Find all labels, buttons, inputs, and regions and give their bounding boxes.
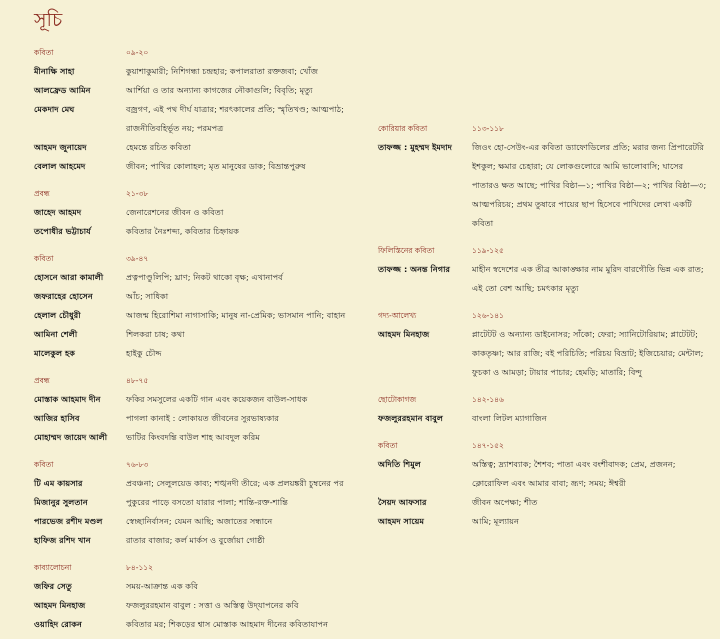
author-cell bbox=[34, 612, 126, 631]
category-label: প্রবন্ধ bbox=[34, 189, 50, 198]
works-list: ভাটির কিংবদন্তি বাউল শাহ আবদুল করিম bbox=[126, 432, 260, 442]
author-cell bbox=[378, 322, 472, 341]
works-cell bbox=[472, 135, 708, 230]
category-label: কোরিয়ার কবিতা bbox=[378, 124, 428, 133]
range-cell bbox=[472, 116, 708, 135]
works-list: রাতার বাজার; কর্ল মার্কস ও বুর্জোয়া গোষ্ঠী bbox=[126, 535, 265, 545]
works-list: স্বেচ্ছানির্বাসন; যেমন আছি; অজাতের সন্ধানে bbox=[126, 516, 273, 526]
author-cell bbox=[34, 425, 126, 444]
toc-entry bbox=[378, 490, 708, 509]
works-cell bbox=[126, 612, 364, 631]
toc-entry bbox=[34, 612, 364, 631]
page-range: ১৪৭-১৫২ bbox=[472, 441, 504, 450]
works-cell bbox=[126, 284, 364, 303]
page-range: ১২৬-১৪১ bbox=[472, 311, 504, 320]
works-list: প্রবঞ্চনা; সেলুলয়েড কাব্য; শঙ্খনদী তীরে; এক প্রলয়ঙ্করী চুম্বনের পর bbox=[126, 478, 344, 488]
author-cell bbox=[378, 135, 472, 154]
works-cell bbox=[126, 406, 364, 425]
toc-section bbox=[34, 181, 364, 238]
works-list: প্লাটেটট ও অন্যান্য ডাইনোসর; সাঁকো; ফেরা; স্যানিটোরিয়াম; প্লাটেটট; কাকতৃষ্ণা; আর রাজি; বই পরিচিতি; পরিচয় বিভ্রাট; ইজিচেয়ার; মেন্টাল; ফুচকা ও আমড়া; টায়ার পাচার; হেমড়ি; মাতারি; বিন্দু bbox=[472, 329, 704, 377]
works-cell bbox=[126, 471, 364, 490]
toc-section bbox=[378, 238, 708, 295]
author-name: আজির হাসিব bbox=[34, 413, 80, 423]
page-range: ১১৯-১২৫ bbox=[472, 246, 504, 255]
author-cell bbox=[34, 135, 126, 154]
category-label: কবিতা bbox=[34, 254, 54, 263]
toc-entry bbox=[34, 97, 364, 135]
toc-entry bbox=[34, 593, 364, 612]
toc-section bbox=[378, 387, 708, 425]
works-list: আমি; মূল্যায়ন bbox=[472, 516, 519, 526]
page-range: ০৯-২০ bbox=[126, 48, 149, 57]
works-list: কুয়াশাকুমারী; নিশিগন্ধা চন্দ্রহার; কপালরাতা রক্তজবা; খোঁজ bbox=[126, 66, 319, 76]
works-cell bbox=[472, 322, 708, 379]
works-list: হাইকু চৌদ্দ bbox=[126, 348, 162, 358]
works-cell bbox=[126, 593, 364, 612]
works-cell bbox=[126, 490, 364, 509]
works-cell bbox=[126, 97, 364, 135]
works-list: শিলকরা চাষ; কথা bbox=[126, 329, 185, 339]
author-name: মিজানুর সুলতান bbox=[34, 497, 88, 507]
author-cell bbox=[34, 341, 126, 360]
works-list: কবিতার নৈঃশব্দ্য, কবিতার চিহ্নায়ক bbox=[126, 226, 240, 236]
category-cell bbox=[34, 368, 126, 387]
toc-entry bbox=[34, 219, 364, 238]
toc-entry bbox=[34, 265, 364, 284]
author-name: আমিনা শেলী bbox=[34, 329, 78, 339]
author-name: আহমদ সায়েম bbox=[378, 516, 424, 526]
author-cell bbox=[34, 59, 126, 78]
author-name: জাহেদ আহমদ bbox=[34, 207, 82, 217]
category-label: কবিতা bbox=[34, 48, 54, 57]
range-cell bbox=[472, 387, 708, 406]
author-cell bbox=[34, 490, 126, 509]
toc-entry bbox=[34, 528, 364, 547]
author-name: মোস্তাক আহমাদ দীন bbox=[34, 394, 101, 404]
author-name: তাফজ্জ : অনন্ত নিগার bbox=[378, 264, 451, 274]
works-list: সময়-আক্রান্ত এক কবি bbox=[126, 581, 198, 591]
author-name: জফির সেতু bbox=[34, 581, 72, 591]
author-name: তাফজ্জ : মুহম্মদ ইমদাদ bbox=[378, 142, 452, 152]
author-name: হেলাল চৌধুরী bbox=[34, 310, 81, 320]
author-cell bbox=[34, 303, 126, 322]
works-list: ফজলুররহমান বাবুল : সত্তা ও অস্তিত্ব উদ্‌যাপনের কবি bbox=[126, 600, 299, 610]
author-cell bbox=[34, 97, 126, 116]
range-cell bbox=[126, 246, 364, 265]
toc-section bbox=[378, 303, 708, 379]
range-cell bbox=[472, 433, 708, 452]
works-list: বাংলা লিটল ম্যাগাজিন bbox=[472, 413, 547, 423]
range-cell bbox=[472, 238, 708, 257]
author-name: জফরাহের হোসেন bbox=[34, 291, 93, 301]
category-label: ফিলিস্তিনের কবিতা bbox=[378, 246, 435, 255]
toc-entry bbox=[34, 284, 364, 303]
works-list: বজ্রগণ, এই পথ দীর্ঘ যাত্রার; শরৎকালের প্রতি; স্মৃতিখণ্ড; আত্মপাঠ; রাজনীতিবহির্ভূত নয়; পরমপত্র bbox=[126, 104, 344, 133]
section-header bbox=[34, 452, 364, 471]
works-cell bbox=[126, 154, 364, 173]
works-cell bbox=[126, 303, 364, 322]
section-header bbox=[378, 303, 708, 322]
author-name: মেকদাদ মেঘ bbox=[34, 104, 75, 114]
works-cell bbox=[472, 257, 708, 295]
author-name: আলফ্রেড আমিন bbox=[34, 85, 91, 95]
author-cell bbox=[34, 574, 126, 593]
toc-section bbox=[34, 40, 364, 173]
range-cell bbox=[126, 368, 364, 387]
category-label: প্রবন্ধ bbox=[34, 376, 50, 385]
toc-entry bbox=[378, 452, 708, 490]
author-name: হোসনে আরা কামালী bbox=[34, 272, 104, 282]
toc-entry bbox=[34, 303, 364, 322]
section-header bbox=[378, 238, 708, 257]
page-range: ২১-৩৮ bbox=[126, 189, 149, 198]
author-cell bbox=[378, 257, 472, 276]
author-name: বেলাল আহমেদ bbox=[34, 161, 86, 171]
author-cell bbox=[378, 490, 472, 509]
works-list: মাহীন স্বদেশের এক তীব্র আকাঙ্ক্ষার নাম মুরিদ বারগৌতি ভিন্ন এক রাত; এই তো বেশ আছি; চমৎকার মৃত্যু bbox=[472, 264, 704, 293]
toc-entry bbox=[378, 135, 708, 230]
section-header bbox=[378, 116, 708, 135]
author-name: আহমদ মিনহাজ bbox=[378, 329, 430, 339]
section-header bbox=[34, 181, 364, 200]
works-cell bbox=[126, 265, 364, 284]
author-name: অদিতি শিমুল bbox=[378, 459, 421, 469]
author-name: আহমদ জুনায়েদ bbox=[34, 142, 87, 152]
section-header bbox=[34, 40, 364, 59]
page-range: ৪৮-৭৫ bbox=[126, 376, 149, 385]
toc-section bbox=[34, 368, 364, 444]
works-list: আজন্ম হিরোশিমা নাগাসাকি; মানুষ না-প্রেমিক; ভাসমান পানি; বাহান bbox=[126, 310, 346, 320]
works-cell bbox=[126, 528, 364, 547]
toc-entry bbox=[34, 78, 364, 97]
works-list: প্রত্নপাণ্ডুলিপি; ঘ্রাণ; নিকট থাকো বৃক্ষ; এখানাপর্ব bbox=[126, 272, 283, 282]
section-header bbox=[34, 246, 364, 265]
works-list: পুকুরের পাড়ে বসতো যারার পালা; শান্তি-রক্ত-শান্তি bbox=[126, 497, 288, 507]
toc-entry bbox=[34, 574, 364, 593]
works-cell bbox=[126, 387, 364, 406]
category-cell bbox=[34, 40, 126, 59]
toc-entry bbox=[34, 509, 364, 528]
toc-entry bbox=[34, 341, 364, 360]
works-cell bbox=[472, 452, 708, 490]
toc-entry bbox=[378, 509, 708, 528]
category-label: ছোটোকাগজ bbox=[378, 395, 417, 404]
works-list: কবিতার মর; শিকড়ের শ্বাস মোস্তাক আহমাদ দীনের কবিতাযাপন bbox=[126, 619, 328, 629]
category-label: কবিতা bbox=[34, 460, 54, 469]
works-cell bbox=[126, 59, 364, 78]
works-cell bbox=[126, 219, 364, 238]
works-list: আর্শিয়া ও তার অন্যান্য কাগজের নৌকাগুলি; বিবৃতি; মৃত্যু bbox=[126, 85, 313, 95]
toc-entry bbox=[34, 425, 364, 444]
category-cell bbox=[378, 433, 472, 452]
toc-section bbox=[378, 433, 708, 528]
author-name: সৈয়দ আফসার bbox=[378, 497, 427, 507]
range-cell bbox=[126, 555, 364, 574]
works-cell bbox=[472, 490, 708, 509]
range-cell bbox=[472, 303, 708, 322]
works-list: অস্তিত্ব; দ্র্যাশব্যাক; শৈশব; পাতা এবং বংশীবাদক; প্রেম, প্রজনন; ক্লোরোফিল এবং আমার বাবা; ভ্রূণ; সময়; ঈশ্বরী bbox=[472, 459, 676, 488]
page-title: সূচি bbox=[34, 9, 63, 31]
author-cell bbox=[378, 406, 472, 425]
works-list: জীবন অপেক্ষা; শীত bbox=[472, 497, 538, 507]
category-label: কবিতা bbox=[378, 441, 398, 450]
range-cell bbox=[126, 181, 364, 200]
page-range: ৭৬-৮৩ bbox=[126, 460, 149, 469]
toc-entry bbox=[378, 322, 708, 379]
works-cell bbox=[126, 135, 364, 154]
works-cell bbox=[126, 509, 364, 528]
author-cell bbox=[34, 78, 126, 97]
author-name: মালেকুল হক bbox=[34, 348, 76, 358]
works-list: পাগলা কানাই : লোকায়ত জীবনের সুরভাষ্যকার bbox=[126, 413, 279, 423]
toc-entry bbox=[378, 406, 708, 425]
works-cell bbox=[126, 341, 364, 360]
author-cell bbox=[34, 154, 126, 173]
works-cell bbox=[126, 322, 364, 341]
works-cell bbox=[472, 509, 708, 528]
section-header bbox=[34, 555, 364, 574]
range-cell bbox=[126, 40, 364, 59]
author-name: ফজলুররহমান বাবুল bbox=[378, 413, 443, 423]
works-list: আঁচ; সাধিকা bbox=[126, 291, 169, 301]
author-cell bbox=[34, 593, 126, 612]
toc-entry bbox=[34, 471, 364, 490]
author-cell bbox=[34, 471, 126, 490]
category-label: গদ্য-আলেখ্য bbox=[378, 311, 417, 320]
works-list: জেনারেশনের জীবন ও কবিতা bbox=[126, 207, 224, 217]
author-cell bbox=[34, 509, 126, 528]
category-cell bbox=[378, 238, 472, 257]
page-range: ৮৪-১১২ bbox=[126, 563, 154, 572]
section-header bbox=[378, 433, 708, 452]
author-cell bbox=[34, 322, 126, 341]
author-name: আহমদ মিনহাজ bbox=[34, 600, 86, 610]
author-cell bbox=[34, 219, 126, 238]
toc-section bbox=[34, 246, 364, 360]
toc-entry bbox=[34, 387, 364, 406]
category-cell bbox=[378, 116, 472, 135]
author-cell bbox=[34, 528, 126, 547]
author-name: টি এম কায়সার bbox=[34, 478, 83, 488]
author-name: মোহাম্মদ জায়েদ আলী bbox=[34, 432, 108, 442]
category-cell bbox=[34, 452, 126, 471]
range-cell bbox=[126, 452, 364, 471]
left-column bbox=[34, 40, 364, 639]
category-cell bbox=[34, 246, 126, 265]
section-header bbox=[34, 368, 364, 387]
works-cell bbox=[126, 425, 364, 444]
author-cell bbox=[34, 387, 126, 406]
section-header bbox=[378, 387, 708, 406]
page-range: ৩৯-৪৭ bbox=[126, 254, 149, 263]
author-name: মীনাক্ষি সাহা bbox=[34, 66, 75, 76]
works-cell bbox=[472, 406, 708, 425]
works-cell bbox=[126, 200, 364, 219]
toc-entry bbox=[34, 406, 364, 425]
works-cell bbox=[126, 78, 364, 97]
toc-entry bbox=[34, 59, 364, 78]
toc-section bbox=[34, 452, 364, 547]
author-name: তপোধীর ভট্টাচার্য bbox=[34, 226, 91, 236]
page-range: ১৪২-১৪৬ bbox=[472, 395, 504, 404]
toc-entry bbox=[34, 322, 364, 341]
category-cell bbox=[378, 387, 472, 406]
toc-section bbox=[378, 116, 708, 230]
works-list: জীবন; পাখির কোলাহল; মৃত মানুষের ডাক; বিভ্রান্তপুরুষ bbox=[126, 161, 306, 171]
works-cell bbox=[126, 574, 364, 593]
works-list: ফকির সমসুলের একটি গান এবং কয়েকজন বাউল-সাধক bbox=[126, 394, 308, 404]
author-cell bbox=[34, 284, 126, 303]
page-range: ১১৩-১১৮ bbox=[472, 124, 504, 133]
category-cell bbox=[378, 303, 472, 322]
toc-entry bbox=[34, 135, 364, 154]
works-list: জিওং হো-সেউং-এর কবিতা ড্যাফোডিলের প্রতি; মরার জন্য প্রিপারেটরি ইশকুল; ক্ষমার চেহারা; যে লোকগুলোরে আমি ভালোবাসি; ঘাসের পাতারও ক্ষত আছে; পাখির বিষ্ঠা—১; পাখির বিষ্ঠা—২; পাখির বিষ্ঠা—৩; আত্মপরিচয়; প্রথম তুষারে পায়ের ছাপ হিসেবে পাখিদের লেখা একটি কবিতা bbox=[472, 142, 707, 228]
category-cell bbox=[34, 555, 126, 574]
works-list: হেমন্তে রচিত কবিতা bbox=[126, 142, 191, 152]
toc-section bbox=[34, 555, 364, 631]
author-cell bbox=[378, 452, 472, 471]
author-name: ওয়াহিদ রোকন bbox=[34, 619, 82, 629]
category-label: কাব্যালোচনা bbox=[34, 563, 72, 572]
toc-entry bbox=[34, 200, 364, 219]
right-column bbox=[378, 116, 708, 536]
author-cell bbox=[34, 406, 126, 425]
toc-entry bbox=[34, 154, 364, 173]
author-cell bbox=[34, 200, 126, 219]
toc-entry bbox=[378, 257, 708, 295]
author-cell bbox=[378, 509, 472, 528]
toc-entry bbox=[34, 490, 364, 509]
author-cell bbox=[34, 265, 126, 284]
author-name: পারভেজ রশীদ মণ্ডল bbox=[34, 516, 103, 526]
author-name: হাফিজ রশিদ খান bbox=[34, 535, 91, 545]
category-cell bbox=[34, 181, 126, 200]
